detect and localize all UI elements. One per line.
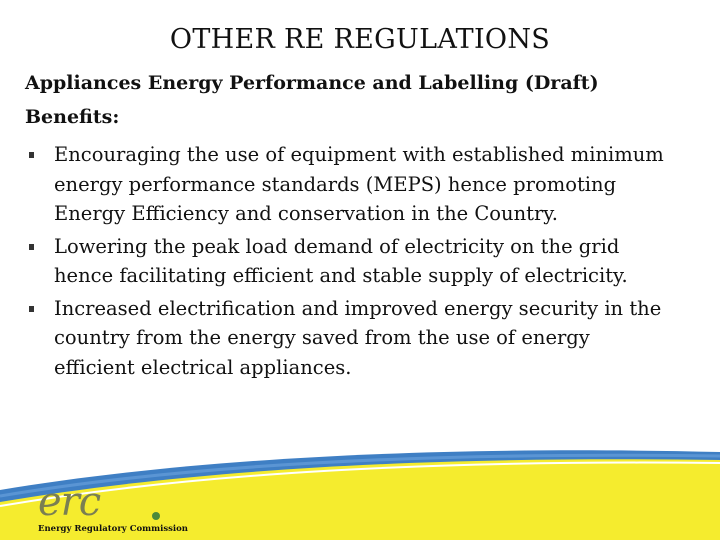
logo-wordmark: erc (38, 479, 101, 525)
list-item (25, 140, 665, 229)
bullet-text: Encouraging the use of equipment with established minimum energy performance standards (MEPS) hence promoting Energy Efficiency and conservation in the Country. (54, 143, 664, 225)
bullet-marker (29, 152, 34, 158)
erc-logo (38, 479, 188, 534)
list-item (25, 232, 665, 291)
list-item (25, 294, 665, 383)
logo-caption: Energy Regulatory Commission (38, 524, 188, 534)
slide-subtitle: Appliances Energy Performance and Labelling (Draft) (25, 72, 599, 94)
logo-dot-icon (152, 512, 160, 520)
slide-title: OTHER RE REGULATIONS (169, 24, 551, 55)
bullet-text: Lowering the peak load demand of electricity on the grid hence facilitating efficient and stable supply of electricity. (54, 234, 628, 287)
bullet-marker (29, 244, 34, 250)
benefits-label: Benefits: (25, 106, 120, 128)
benefits-list (25, 140, 665, 385)
bullet-marker (29, 306, 34, 312)
bullet-text: Increased electrification and improved energy security in the country from the energy saved from the use of energy efficient electrical appliances. (54, 296, 662, 379)
